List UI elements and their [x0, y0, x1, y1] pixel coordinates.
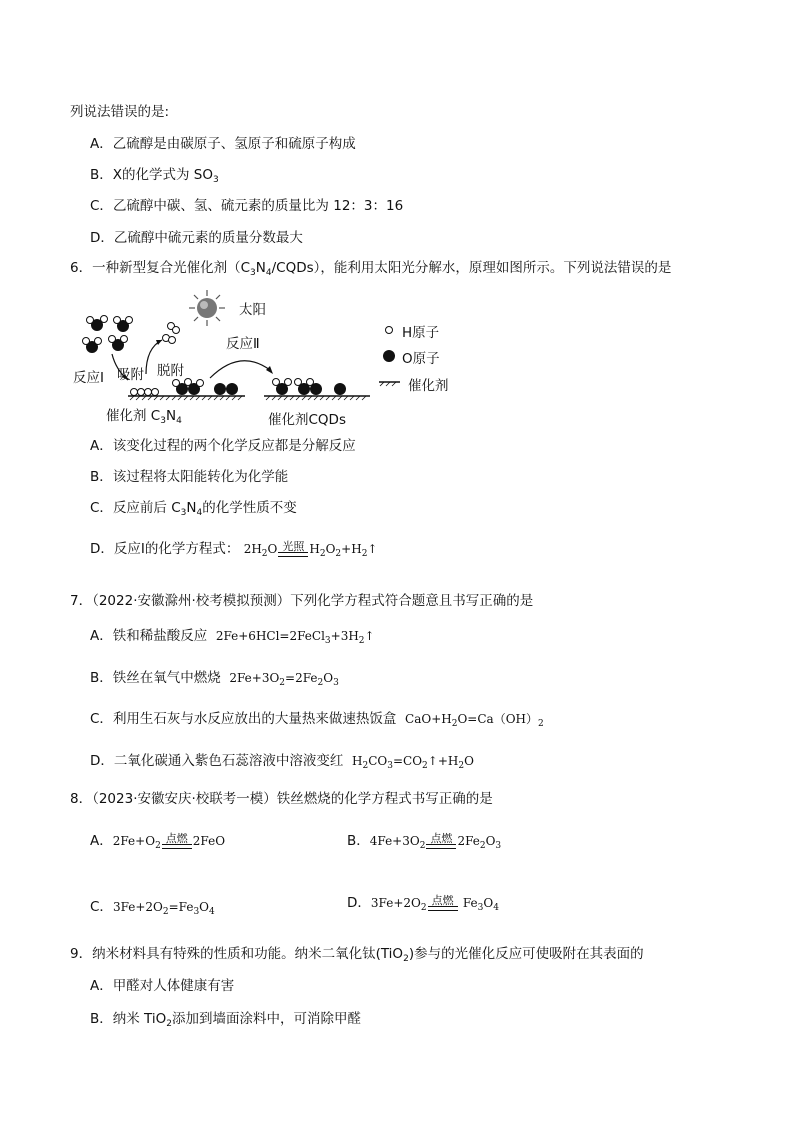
q8-option-d: D．$3Fe+2O_2$ 点燃 $Fe_3O_4$ — [347, 894, 499, 913]
q5-option-a: A．乙硫醇是由碳原子、氢原子和硫原子构成 — [90, 136, 356, 152]
legend-icons — [379, 327, 400, 387]
catalyst-cqds-surface — [264, 379, 370, 401]
sun-label: 太阳 — [239, 302, 266, 318]
sun-icon — [189, 290, 225, 326]
catalyst-cqds-label: 催化剂CQDs — [268, 412, 346, 428]
reaction-1-label: 反应Ⅰ — [73, 370, 104, 386]
legend-h-atom: H原子 — [402, 325, 440, 341]
q7-option-c: C．利用生石灰与水反应放出的大量热来做速热饭盒 $CaO+H_2O=Ca(OH)_2$ — [90, 711, 544, 729]
q8-option-b: B．$4Fe+3O_2$ 点燃 $2Fe_2O_3$ — [347, 832, 502, 851]
q6-stem: 6．一种新型复合光催化剂$(C_3N_4/CQDs)$，能利用太阳光分解水，原理如图所示。下列说法错误的是 — [70, 260, 672, 278]
water-molecules-icon — [83, 316, 133, 354]
q8-option-a: A．$2Fe+O_2$ 点燃 2FeO — [90, 832, 226, 851]
q7-stem: 7．（2022·安徽滁州·校考模拟预测）下列化学方程式符合题意且书写正确的是 — [70, 593, 534, 609]
hydrogen-molecules-icon — [163, 323, 180, 344]
reaction-2-label: 反应Ⅱ — [226, 336, 260, 352]
legend-o-atom: O原子 — [402, 351, 440, 367]
q5-option-d: D．乙硫醇中硫元素的质量分数最大 — [90, 230, 303, 246]
q9-option-a: A．甲醛对人体健康有害 — [90, 978, 235, 994]
reaction-condition-light: 光照 — [278, 541, 308, 557]
adsorb-label: 吸附 — [117, 367, 144, 383]
q8-stem: 8．（2023·安徽安庆·校联考一模）铁丝燃烧的化学方程式书写正确的是 — [70, 791, 493, 807]
legend-catalyst: 催化剂 — [408, 378, 449, 394]
q9-option-b: B．纳米 TiO$_2$添加到墙面涂料中，可消除甲醛 — [90, 1011, 361, 1029]
q6-option-d: D．反应Ⅰ的化学方程式： $2H_2O$ 光照 $H_2O_2+H_2↑$ — [90, 540, 378, 559]
q6-option-a: A．该变化过程的两个化学反应都是分解反应 — [90, 438, 356, 454]
q7-option-d: D．二氧化碳通入紫色石蕊溶液中溶液变红 $H_2CO_3=CO_2↑+H_2O$ — [90, 753, 474, 771]
q5-option-b: B．X的化学式为 $SO_3$ — [90, 167, 219, 185]
q5-option-c: C．乙硫醇中碳、氢、硫元素的质量比为 12：3：16 — [90, 198, 404, 214]
q7-option-b: B．铁丝在氧气中燃烧 $2Fe+3O_2=2Fe_2O_3$ — [90, 670, 339, 688]
catalyst-c3n4-label: 催化剂 $C_3N_4$ — [106, 408, 182, 426]
q8-option-c: C．$3Fe+2O_2=Fe_3O_4$ — [90, 899, 215, 917]
q6-option-c: C．反应前后 $C_3N_4$的化学性质不变 — [90, 500, 297, 518]
q7-option-a: A．铁和稀盐酸反应 $2Fe+6HCl=2FeCl_3+3H_2↑$ — [90, 628, 375, 646]
desorb-label: 脱附 — [157, 363, 184, 379]
q5-stem-tail: 列说法错误的是: — [70, 104, 170, 120]
catalyst-c3n4-surface — [128, 379, 245, 401]
q9-stem: 9．纳米材料具有特殊的性质和功能。纳米二氧化钛(TiO$_2$)参与的光催化反应可使吸附在其表面的 — [70, 946, 644, 964]
q6-option-b: B．该过程将太阳能转化为化学能 — [90, 469, 289, 485]
